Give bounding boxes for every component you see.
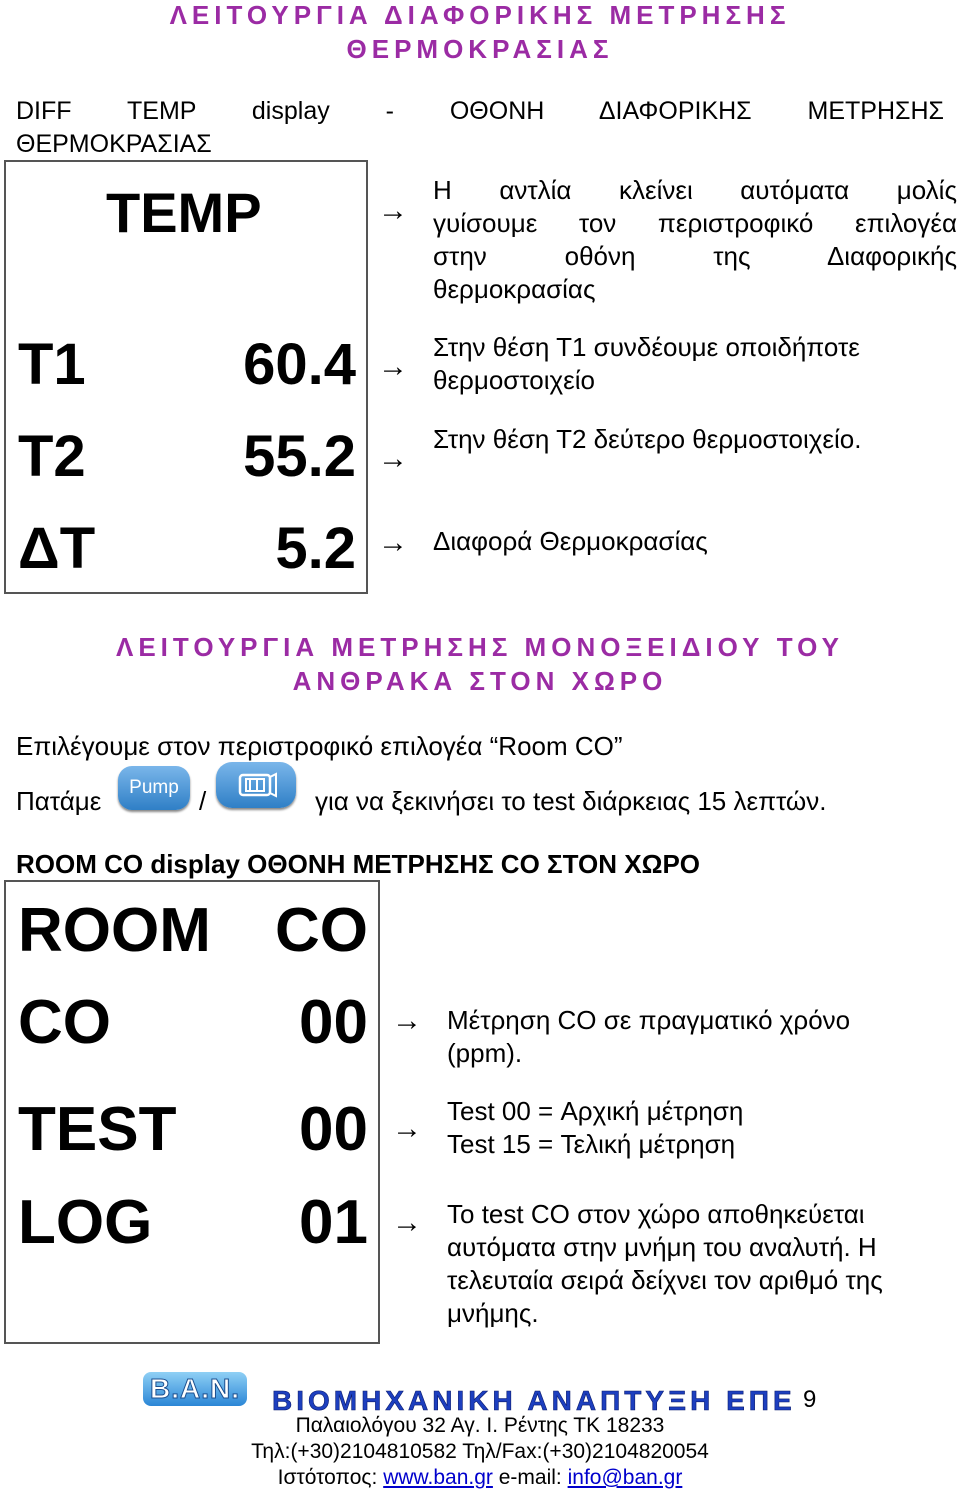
note-line: στην οθόνη της Διαφορικής	[433, 241, 957, 271]
note-line: Η αντλία κλείνει αυτόματα μολίς	[433, 175, 957, 205]
note-line: θερμοκρασίας	[433, 274, 596, 304]
lcd-dt-label: ΔT	[18, 516, 96, 581]
arrow-icon: →	[378, 194, 408, 227]
note-line: (ppm).	[447, 1038, 523, 1068]
note-line: Το test CO στον χώρο αποθηκεύεται	[447, 1199, 865, 1229]
lcd-t1-label: T1	[18, 332, 86, 397]
t1-note	[433, 331, 953, 397]
website-link[interactable]: www.ban.gr	[383, 1466, 493, 1489]
lcd-t2-label: T2	[18, 424, 86, 489]
test-note	[447, 1095, 947, 1161]
section-title-diff-temp: ΛΕΙΤΟΥΡΓΙΑ ΔΙΑΦΟΡΙΚΗΣ ΜΕΤΡΗΣΗΣ	[169, 0, 791, 30]
note-line: Test 15 = Τελική μέτρηση	[447, 1129, 736, 1159]
diff-temp-subtitle: DIFF TEMP display - ΟΘΟΝΗ ΔΙΑΦΟΡΙΚΗΣ ΜΕΤΡΗΣΗΣ	[16, 97, 944, 125]
note-line: τελευταία σειρά δείχνει τον αριθμό της	[447, 1265, 883, 1295]
lcd-co-value: 00	[299, 988, 368, 1057]
printer-button[interactable]	[216, 762, 296, 808]
diff-temp-lcd-display	[4, 160, 368, 594]
diff-temp-subtitle-line2: ΘΕΡΜΟΚΡΑΣΙΑΣ	[16, 130, 212, 158]
section-title-room-co: ΛΕΙΤΟΥΡΓΙΑ ΜΕΤΡΗΣΗΣ ΜΟΝΟΞΕΙΔΙΟΥ ΤΟΥ	[116, 632, 844, 662]
lcd-test-label: TEST	[18, 1095, 177, 1164]
email-link[interactable]: info@ban.gr	[567, 1466, 683, 1489]
company-name: ΒΙΟΜΗΧΑΝΙΚΗ ΑΝΑΠΤΥΞΗ ΕΠΕ	[272, 1385, 796, 1416]
press-suffix: για να ξεκινήσει το test διάρκειας 15 λεπτών.	[315, 786, 827, 816]
lcd-t2-value: 55.2	[243, 424, 356, 489]
page-number: 9	[803, 1386, 817, 1413]
printer-icon	[216, 762, 296, 808]
select-room-co-instruction: Επιλέγουμε στον περιστροφικό επιλογέα “Room CO”	[16, 731, 623, 761]
co-realtime-note	[447, 1004, 947, 1070]
t2-note: Στην θέση Τ2 δεύτερο θερμοστοιχείο.	[433, 424, 862, 454]
lcd-log-value: 01	[299, 1188, 368, 1257]
room-co-lcd-display	[4, 880, 380, 1344]
press-prefix: Πατάμε	[16, 786, 102, 816]
arrow-icon: →	[378, 526, 408, 559]
lcd-t1-value: 60.4	[243, 332, 356, 397]
dt-note: Διαφορά Θερμοκρασίας	[433, 526, 708, 556]
note-line: θερμοστοιχείο	[433, 365, 595, 395]
lcd-dt-value: 5.2	[275, 516, 356, 581]
note-line: αυτόματα στην μνήμη του αναλυτή. Η	[447, 1232, 877, 1262]
company-logo: B.A.N.	[143, 1372, 247, 1406]
lcd-temp-header: TEMP	[106, 181, 262, 244]
lcd-co-header: CO	[275, 896, 368, 965]
note-line: μνήμης.	[447, 1298, 539, 1328]
arrow-icon: →	[392, 1206, 422, 1239]
arrow-icon: →	[392, 1004, 422, 1037]
lcd-log-label: LOG	[18, 1188, 153, 1257]
section-title-diff-temp-line2: ΘΕΡΜΟΚΡΑΣΙΑΣ	[346, 34, 614, 64]
slash-separator: /	[199, 786, 207, 816]
section-title-room-co-line2: ΑΝΘΡΑΚΑ ΣΤΟΝ ΧΩΡΟ	[292, 666, 668, 696]
log-note	[447, 1198, 947, 1330]
lcd-co-label: CO	[18, 988, 111, 1057]
note-line: Στην θέση Τ1 συνδέουμε οποιδήποτε	[433, 332, 860, 362]
note-line: Test 00 = Αρχική μέτρηση	[447, 1096, 744, 1126]
pump-auto-off-note	[433, 174, 957, 306]
footer-phones: Τηλ:(+30)2104810582 Τηλ/Fax:(+30)2104820054	[251, 1440, 709, 1463]
note-line: Μέτρηση CO σε πραγματικό χρόνο	[447, 1005, 851, 1035]
room-co-subtitle: ROOM CO display ΟΘΟΝΗ ΜΕΤΡΗΣΗΣ CO ΣΤΟΝ ΧΩΡΟ	[16, 849, 701, 879]
footer-address: Παλαιολόγου 32 Αγ. Ι. Ρέντης ΤΚ 18233	[295, 1414, 665, 1437]
lcd-room-header: ROOM	[18, 896, 211, 965]
note-line: γυίσουμε τον περιστροφικό επιλογέα	[433, 208, 957, 238]
website-label: Ιστότοπος:	[277, 1466, 378, 1489]
arrow-icon: →	[378, 350, 408, 383]
lcd-test-value: 00	[299, 1095, 368, 1164]
footer-contact	[0, 1465, 960, 1491]
arrow-icon: →	[392, 1112, 422, 1145]
arrow-icon: →	[378, 442, 408, 475]
email-label: e-mail:	[498, 1466, 562, 1489]
pump-button[interactable]: Pump	[118, 766, 190, 810]
